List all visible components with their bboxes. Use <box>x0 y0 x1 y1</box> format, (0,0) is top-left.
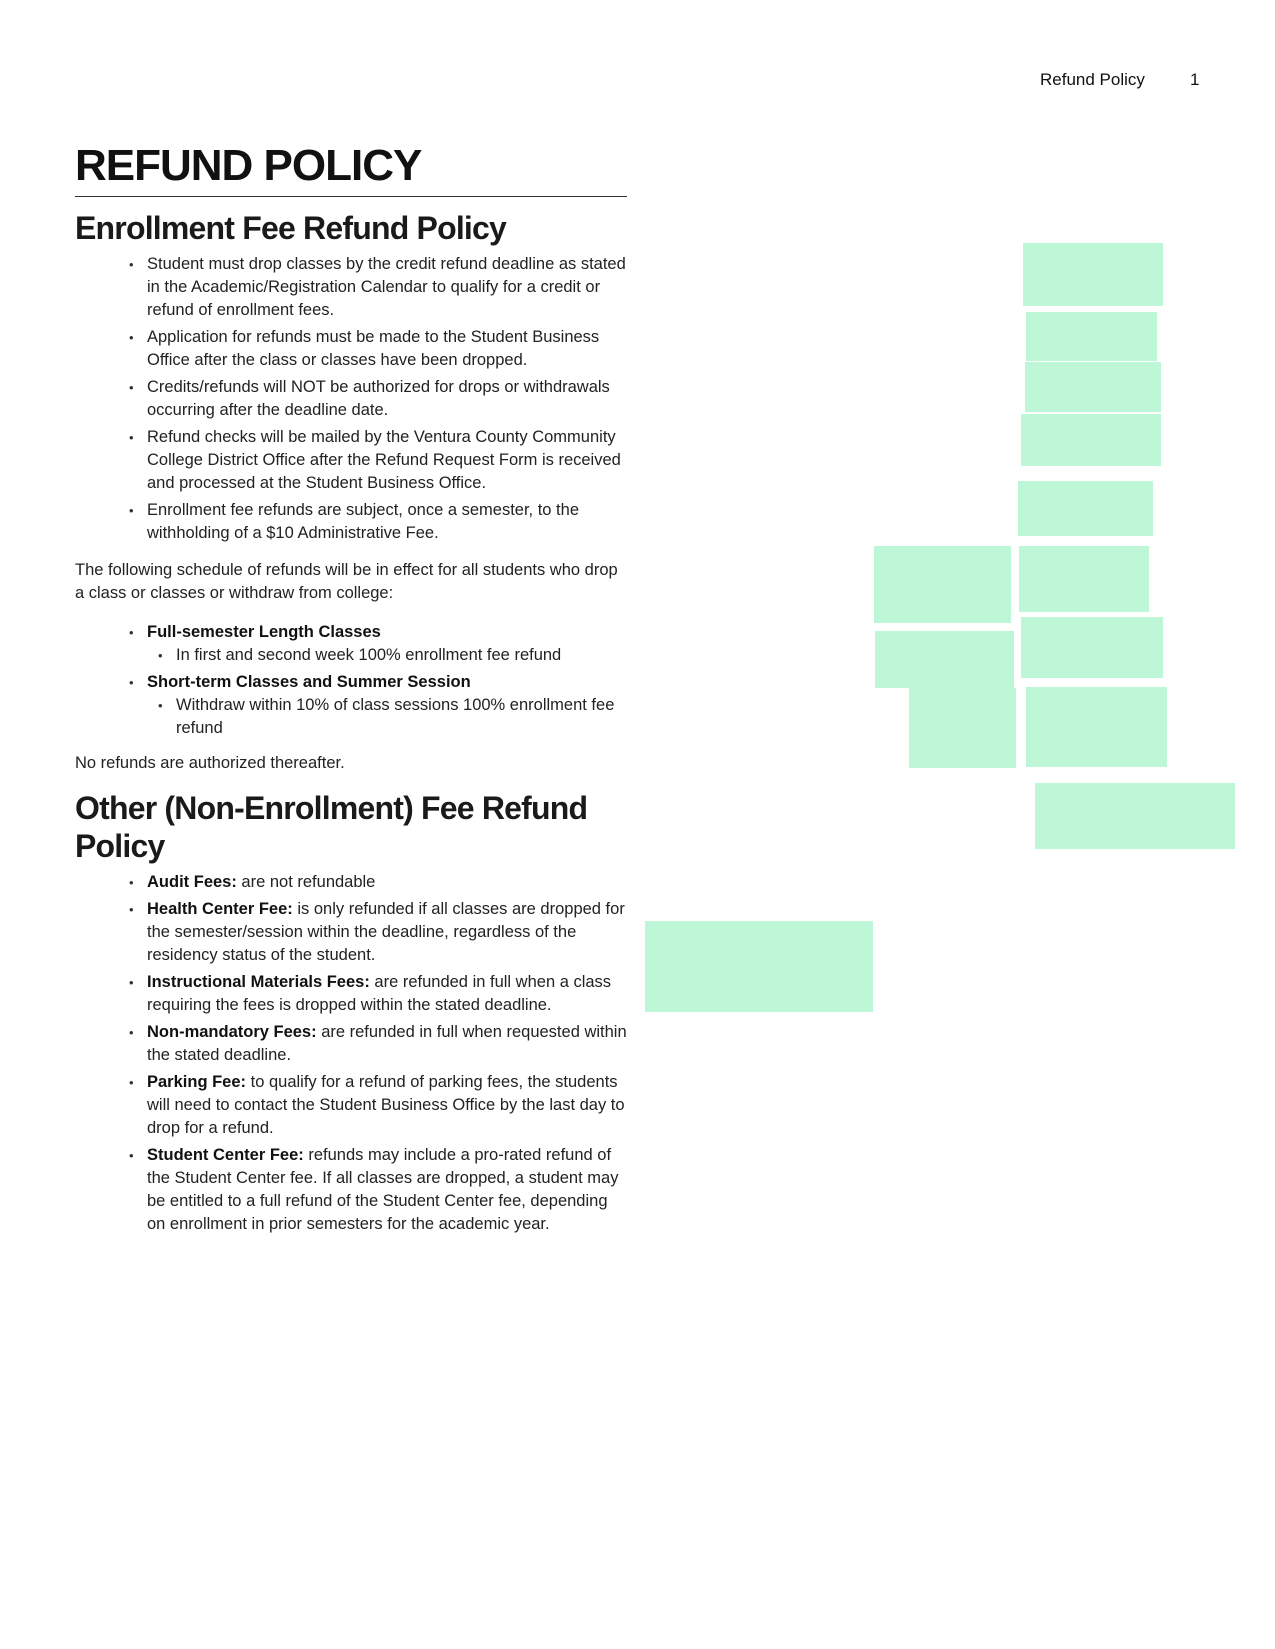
highlight-block <box>1026 687 1167 767</box>
schedule-title: Full-semester Length Classes <box>147 623 381 641</box>
list-item: • Application for refunds must be made to the Student Business Office after the class or classes have been dropped. <box>135 326 627 372</box>
list-item <box>135 871 627 894</box>
running-header <box>1040 70 1200 90</box>
list-item <box>135 898 627 967</box>
list-item: • Enrollment fee refunds are subject, once a semester, to the withholding of a $10 Administrative Fee. <box>135 499 627 545</box>
highlight-block <box>1021 414 1161 466</box>
highlight-block <box>1021 617 1163 678</box>
highlight-block <box>1026 312 1157 361</box>
highlight-block <box>645 921 873 1012</box>
running-title: Refund Policy <box>1040 70 1145 89</box>
schedule-title: Short-term Classes and Summer Session <box>147 673 471 691</box>
fee-label: Parking Fee: <box>147 1073 247 1091</box>
fee-text: are refunded in full when a class requiring the fees is dropped within the stated deadline. <box>147 973 612 1014</box>
fee-text: to qualify for a refund of parking fees, the students will need to contact the Student Business Office by the last day to drop for a refund. <box>147 1073 625 1137</box>
schedule-sub-list <box>147 644 627 667</box>
other-fees-heading: Other (Non-Enrollment) Fee Refund Policy <box>75 790 588 864</box>
fee-label: Instructional Materials Fees: <box>147 973 370 991</box>
list-item: • Credits/refunds will NOT be authorized for drops or withdrawals occurring after the deadline date. <box>135 376 627 422</box>
highlight-block <box>874 546 1011 623</box>
other-fees-list <box>75 871 627 1236</box>
schedule-list <box>75 621 627 740</box>
highlight-block <box>1025 362 1161 412</box>
list-item <box>135 671 627 740</box>
list-item <box>135 1021 627 1067</box>
document-body <box>75 140 627 1240</box>
schedule-intro: The following schedule of refunds will be in effect for all students who drop a class or classes or withdraw from college: <box>75 561 618 602</box>
fee-label: Non-mandatory Fees: <box>147 1023 317 1041</box>
highlight-block <box>1019 546 1149 612</box>
list-item: • Student must drop classes by the credit refund deadline as stated in the Academic/Registration Calendar to qualify for a credit or refund of enrollment fees. <box>135 253 627 322</box>
enrollment-heading: Enrollment Fee Refund Policy <box>75 210 507 246</box>
fee-text: is only refunded if all classes are dropped for the semester/session within the deadline, regardless of the residency status of the student. <box>147 900 625 964</box>
list-item <box>135 971 627 1017</box>
highlight-block <box>1023 243 1163 306</box>
fee-label: Audit Fees: <box>147 873 237 891</box>
highlight-block <box>1018 481 1153 536</box>
fee-label: Student Center Fee: <box>147 1146 304 1164</box>
list-item <box>135 621 627 667</box>
list-item: • In first and second week 100% enrollment fee refund <box>164 644 627 667</box>
page-title: REFUND POLICY <box>75 140 627 197</box>
fee-text: refunds may include a pro-rated refund of the Student Center fee. If all classes are dropped, a student may be entitled to a full refund of the Student Center fee, depending on enrollment in prior semesters for the academic year. <box>147 1146 619 1233</box>
highlight-block <box>1035 783 1235 849</box>
list-item: • Refund checks will be mailed by the Ventura County Community College District Office after the Refund Request Form is received and processed at the Student Business Office. <box>135 426 627 495</box>
enrollment-bullet-list <box>75 253 627 545</box>
fee-label: Health Center Fee: <box>147 900 293 918</box>
fee-text: are refunded in full when requested within the stated deadline. <box>147 1023 627 1064</box>
highlight-block <box>909 688 1016 768</box>
no-refunds-note: No refunds are authorized thereafter. <box>75 754 345 772</box>
fee-text: are not refundable <box>236 873 376 891</box>
list-item: • Withdraw within 10% of class sessions 100% enrollment fee refund <box>164 694 627 740</box>
page-number: 1 <box>1190 70 1200 89</box>
schedule-sub-list <box>147 694 627 740</box>
list-item <box>135 1144 627 1236</box>
highlight-block <box>875 631 1014 688</box>
list-item <box>135 1071 627 1140</box>
